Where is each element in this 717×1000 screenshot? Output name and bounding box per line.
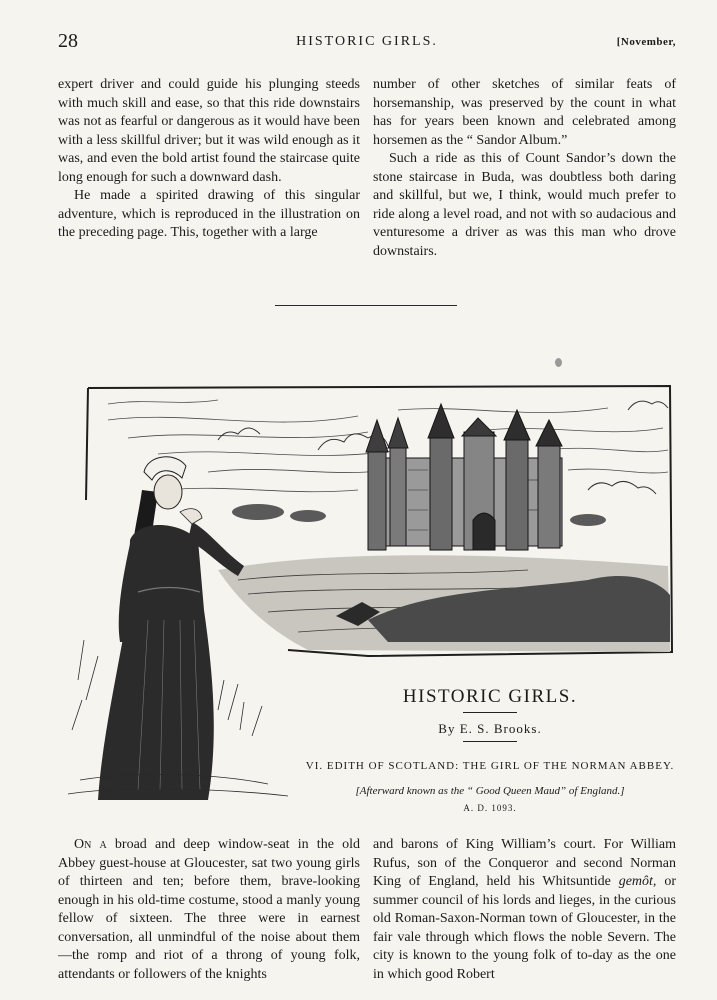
paragraph: expert driver and could guide his plunging steeds with much skill and ease, so that this ride downstairs was not as fearful or dangerous as it would have been with a less skillful driver; but it was wild enough as it was, and even the bold artist found the staircase quite long enough for such a downward dash. (58, 77, 360, 185)
title-rule (463, 712, 517, 713)
chapter-subtitle: [Afterward known as the “ Good Queen Maud” of England.] (355, 785, 625, 797)
top-left-column (58, 76, 360, 243)
bottom-right-column (373, 836, 676, 984)
chapter-heading: VI. EDITH OF SCOTLAND: THE GIRL OF THE NORMAN ABBEY. (305, 760, 675, 772)
italic-word: gemôt, (618, 874, 657, 889)
paragraph (373, 836, 676, 984)
byline-rule (463, 741, 517, 742)
ink-speck (555, 358, 562, 367)
top-right-column (373, 76, 676, 261)
story-title: HISTORIC GIRLS. (402, 686, 578, 707)
story-date: A. D. 1093. (463, 803, 517, 813)
section-divider (275, 305, 457, 306)
paragraph: He made a spirited drawing of this singular adventure, which is reproduced in the illustration on the preceding page. This, together with a large (58, 188, 360, 240)
paragraph-text: broad and deep window-seat in the old Abbey guest-house at Gloucester, sat two young girls of thirteen and ten; before them, brave-looking enough in his old-time costume, stood a manly young fellow of sixteen. The three were in earnest conversation, all unmindful of the noise about them—the romp and riot of a throng of young folk, attendants or followers of the knights (58, 837, 360, 982)
paragraph (58, 836, 360, 984)
byline: By E. S. Brooks. (438, 721, 542, 736)
opening-words: On a (74, 837, 107, 852)
bottom-left-column (58, 836, 360, 984)
page-number: 28 (58, 30, 78, 52)
paragraph-text: and barons of King William’s court. For William Rufus, son of the Conqueror and second Norman King of England, held his Whitsuntide (373, 837, 676, 889)
paragraph: Such a ride as this of Count Sandor’s down the stone staircase in Buda, was doubtless both daring and skillful, but we, I think, would much prefer to ride along a level road, and not with so audacious and venturesome a driver as was this man who drove downstairs. (373, 151, 676, 259)
running-title: HISTORIC GIRLS. (296, 34, 438, 49)
running-header (58, 30, 676, 56)
paragraph-text: or summer council of his lords and lieges, in the curious old Roman-Saxon-Norman town of Gloucester, in the fair vale through which flows the noble Severn. The city is known to the young folk of to-day as the one in which good Robert (373, 874, 676, 982)
story-heading (305, 686, 675, 813)
running-month: [November, (616, 36, 676, 48)
paragraph: number of other sketches of similar feats of horsemanship, was preserved by the count in what has for years been known and celebrated among horsemen as the “ Sandor Album.” (373, 77, 676, 148)
